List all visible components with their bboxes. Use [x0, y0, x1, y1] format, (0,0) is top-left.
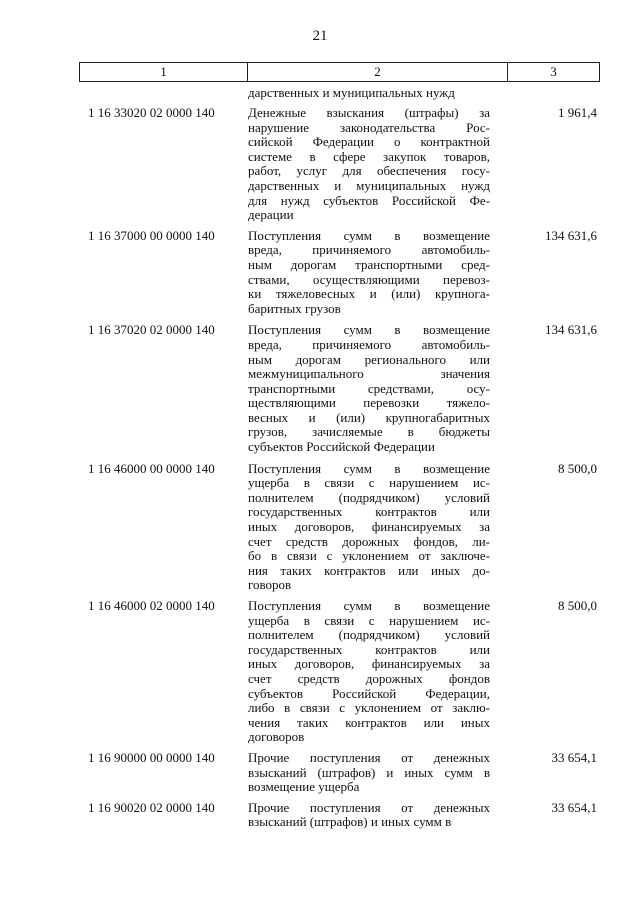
row-description: [248, 801, 490, 830]
table-row: [0, 106, 640, 223]
table-row: [0, 323, 640, 454]
description-line: сийской Федерации о контрактной: [248, 134, 490, 150]
description-line: субъектов Российской Федерации: [248, 439, 435, 455]
description-line: взысканий (штрафов) и иных сумм в: [248, 814, 452, 830]
row-description: [248, 751, 490, 795]
description-line: дерации: [248, 207, 294, 223]
description-line: взысканий (штрафов) и иных сумм в: [248, 764, 490, 780]
description-line: либо в связи с уклонением от заклю-: [248, 700, 490, 716]
header-col-1: 1: [80, 63, 248, 81]
description-line: для нужд субъектов Российской Фе-: [248, 192, 490, 208]
description-line: ществляющими перевозки тяжело-: [248, 395, 490, 411]
table-row: [0, 229, 640, 317]
description-line: иных договоров, финансируемых за: [248, 519, 490, 535]
continuation-text: дарственных и муниципальных нужд: [248, 85, 455, 100]
description-line: вреда, причиняемого автомобиль-: [248, 336, 490, 352]
description-line: полнителем (подрядчиком) условий: [248, 489, 490, 505]
description-line: ущерба в связи с нарушением ис-: [248, 475, 490, 491]
description-line: Прочие поступления от денежных: [248, 799, 490, 815]
row-code: 1 16 90020 02 0000 140: [88, 799, 215, 815]
row-code: 1 16 33020 02 0000 140: [88, 105, 215, 120]
description-line: Поступления сумм в возмещение: [248, 227, 490, 243]
row-description: [248, 462, 490, 593]
description-line: государственных контрактов или: [248, 504, 490, 520]
description-line: ки тяжеловесных и (или) крупнога-: [248, 286, 490, 302]
description-line: Поступления сумм в возмещение: [248, 322, 490, 338]
row-code: 1 16 90000 00 0000 140: [88, 749, 215, 765]
description-line: чения таких контрактов или иных: [248, 714, 490, 730]
description-line: Поступления сумм в возмещение: [248, 460, 490, 476]
row-value: 33 654,1: [551, 799, 597, 815]
description-line: счет средств дорожных фондов: [248, 670, 490, 686]
description-line: системе в сфере закупок товаров,: [248, 148, 490, 164]
description-line: нарушение законодательства Рос-: [248, 119, 490, 135]
description-line: субъектов Российской Федерации,: [248, 685, 490, 701]
description-line: вреда, причиняемого автомобиль-: [248, 242, 490, 258]
table-header: [79, 62, 600, 82]
table-body: [0, 106, 640, 830]
header-col-2: 2: [248, 63, 508, 81]
description-line: полнителем (подрядчиком) условий: [248, 627, 490, 643]
row-description: [248, 229, 490, 317]
row-description: [248, 106, 490, 223]
table-row: [0, 462, 640, 593]
header-col-3: 3: [550, 64, 557, 79]
page-number: 21: [312, 28, 328, 44]
row-value: 134 631,6: [545, 322, 597, 338]
description-line: возмещение ущерба: [248, 779, 360, 795]
row-value: 1 961,4: [558, 105, 597, 120]
row-code: 1 16 46000 00 0000 140: [88, 460, 215, 476]
row-code: 1 16 37000 00 0000 140: [88, 227, 215, 243]
row-code: 1 16 37020 02 0000 140: [88, 322, 215, 338]
description-line: счет средств дорожных фондов, ли-: [248, 533, 490, 549]
description-line: баритных грузов: [248, 300, 341, 316]
row-code: 1 16 46000 02 0000 140: [88, 598, 215, 613]
description-line: ствами, осуществляющими перевоз-: [248, 271, 490, 287]
description-line: грузов, зачисляемые в бюджеты: [248, 424, 490, 440]
description-line: транспортными средствами, осу-: [248, 380, 490, 396]
description-line: государственных контрактов или: [248, 641, 490, 657]
table-row: [0, 801, 640, 830]
row-value: 8 500,0: [558, 460, 597, 476]
description-line: Прочие поступления от денежных: [248, 749, 490, 765]
description-line: говоров: [248, 577, 292, 593]
row-description: [248, 599, 490, 745]
table-row: [0, 751, 640, 795]
row-description: [248, 323, 490, 454]
description-line: Денежные взыскания (штрафы) за: [248, 105, 490, 120]
description-line: ния таких контрактов или иных до-: [248, 562, 490, 578]
description-line: дарственных и муниципальных нужд: [248, 177, 490, 193]
row-value: 33 654,1: [551, 749, 597, 765]
description-line: бо в связи с уклонением от заключе-: [248, 548, 490, 564]
row-value: 8 500,0: [558, 598, 597, 613]
description-line: ным дорогам регионального или: [248, 351, 490, 367]
description-line: ным дорогам транспортными сред-: [248, 256, 490, 272]
description-line: Поступления сумм в возмещение: [248, 598, 490, 613]
description-line: иных договоров, финансируемых за: [248, 656, 490, 672]
description-line: работ, услуг для обеспечения госу-: [248, 163, 490, 179]
description-line: весных и (или) крупногабаритных: [248, 409, 490, 425]
description-line: договоров: [248, 729, 305, 745]
table-row: [0, 599, 640, 745]
description-line: межмуниципального значения: [248, 366, 490, 382]
row-value: 134 631,6: [545, 227, 597, 243]
description-line: ущерба в связи с нарушением ис-: [248, 612, 490, 628]
